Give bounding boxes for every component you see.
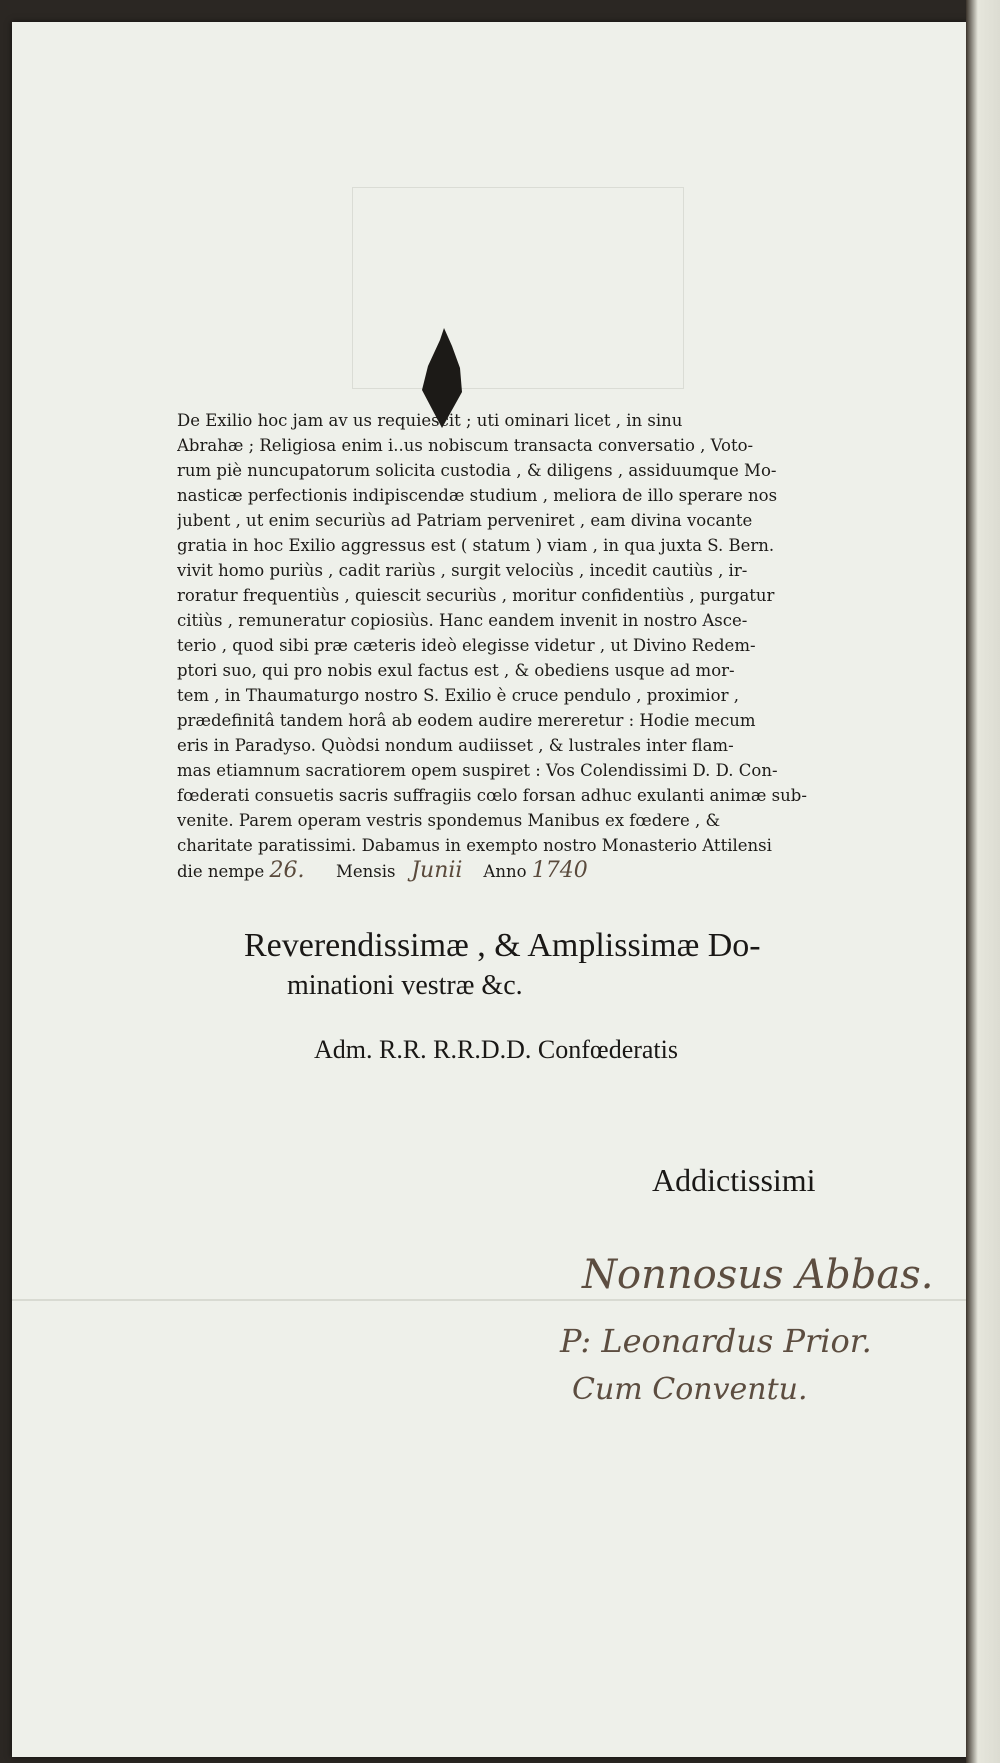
date-year: 1740 [531,858,588,883]
date-line [177,858,897,884]
signature-abbot: Nonnosus Abbas. [582,1252,934,1298]
body-line: rum piè nuncupatorum solicita custodia , & diligens , assiduumque Mo- [177,461,777,480]
body-line: De Exilio hoc jam av us requiescit ; uti ominari licet , in sinu [177,411,683,430]
date-year-label: Anno [483,862,527,881]
body-line: citiùs , remuneratur copiosiùs. Hanc eandem invenit in nostro Asce- [177,611,748,630]
date-month-label: Mensis [335,862,396,881]
closing-addictissimi: Addictissimi [652,1162,816,1198]
body-line: vivit homo puriùs , cadit rariùs , surgit velociùs , incedit cautiùs , ir- [177,561,748,580]
closing-salutation-continued: minationi vestræ &c. [287,970,523,1001]
body-line: terio , quod sibi præ cæteris ideò elegisse videtur , ut Divino Redem- [177,636,756,655]
body-line: tem , in Thaumaturgo nostro S. Exilio è cruce pendulo , proximior , [177,686,739,705]
body-line: mas etiamnum sacratiorem opem suspiret : Vos Colendissimi D. D. Con- [177,761,778,780]
signature-prior: P: Leonardus Prior. [560,1322,872,1360]
date-day: 26. [269,858,305,883]
body-line: prædefinitâ tandem horâ ab eodem audire mereretur : Hodie mecum [177,711,756,730]
closing-salutation: Reverendissimæ , & Amplissimæ Do- [244,927,761,964]
body-line: jubent , ut enim securiùs ad Patriam perveniret , eam divina vocante [177,511,753,530]
date-prefix: die nempe [177,862,265,881]
body-line: eris in Paradyso. Quòdsi nondum audiisset , & lustrales inter flam- [177,736,734,755]
fold-line [12,1299,984,1301]
body-line: ptori suo, qui pro nobis exul factus est , & obediens usque ad mor- [177,661,735,680]
body-line: fœderati consuetis sacris suffragiis cœlo forsan adhuc exulanti animæ sub- [177,786,807,805]
signature-convent: Cum Conventu. [572,1372,808,1407]
body-line: nasticæ perfectionis indipiscendæ studium , meliora de illo sperare nos [177,486,778,505]
date-month: Junii [411,858,463,883]
body-line: charitate paratissimi. Dabamus in exempto nostro Monasterio Attilensi [177,836,772,855]
body-line: gratia in hoc Exilio aggressus est ( statum ) viam , in qua juxta S. Bern. [177,536,775,555]
document-page [12,22,984,1757]
body-line: roratur frequentiùs , quiescit securiùs , moritur confidentiùs , purgatur [177,586,775,605]
body-line: Abrahæ ; Religiosa enim i..us nobiscum transacta conversatio , Voto- [177,436,754,455]
letter-body [177,408,897,884]
body-line: venite. Parem operam vestris spondemus Manibus ex fœdere , & [177,811,721,830]
binding-edge [966,0,1000,1763]
bleed-through-frame [352,187,684,389]
closing-addressee: Adm. R.R. R.R.D.D. Confœderatis [314,1035,678,1064]
